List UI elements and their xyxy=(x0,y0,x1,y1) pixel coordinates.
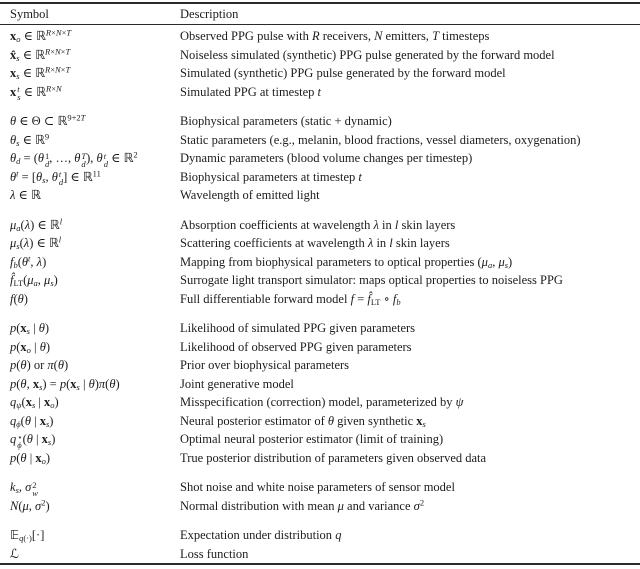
symbol-cell: $f̂_{LT}(\mu_a$, $\mu_s$) xyxy=(10,273,58,289)
symbol-cell: $q_\phi(\theta$ | $x_s$) xyxy=(10,413,54,430)
table-row xyxy=(0,64,640,83)
description-cell: Optimal neural posterior estimator (limit of training) xyxy=(180,432,444,447)
symbol-cell: ℒ xyxy=(10,545,20,561)
table-row xyxy=(0,253,640,272)
symbol-cell: $x_s$ ∈ ℝ$^{R\times N\times T}$ xyxy=(10,64,71,82)
description-cell: Expectation under distribution q xyxy=(180,528,342,543)
table-row xyxy=(0,319,640,338)
description-cell: Likelihood of simulated PPG given parameters xyxy=(180,321,416,336)
table-row xyxy=(0,356,640,375)
description-cell: Normal distribution with mean μ and variance $\sigma^2$ xyxy=(180,497,425,513)
table-row xyxy=(0,545,640,564)
table-body xyxy=(0,27,640,563)
description-cell: Loss function xyxy=(180,546,249,561)
description-cell: Static parameters (e.g., melanin, blood fractions, vessel diameters, oxygenation) xyxy=(180,132,581,147)
table-row xyxy=(0,216,640,235)
symbol-cell: xt s ∈ ℝ$^{R\times N}$ xyxy=(10,83,62,103)
symbol-cell: $k_s$, σ2 w xyxy=(10,479,38,498)
symbol-cell: $x_o$ ∈ ℝ$^{R\times N\times T}$ xyxy=(10,27,72,45)
symbol-cell: $\mu_a(\lambda)$ ∈ ℝ$^l$ xyxy=(10,216,63,234)
symbol-cell: 𝔼$_{q(\cdot)}$[·] xyxy=(10,527,45,544)
table-row xyxy=(0,27,640,46)
table-row xyxy=(0,271,640,290)
symbol-group xyxy=(0,319,640,467)
table-row xyxy=(0,168,640,187)
symbol-cell: $\mu_s(\lambda)$ ∈ ℝ$^l$ xyxy=(10,234,62,252)
table-row xyxy=(0,526,640,545)
table-row xyxy=(0,449,640,468)
table-row xyxy=(0,478,640,497)
description-cell: Neural posterior estimator of θ given synthetic $x_s$ xyxy=(180,413,426,430)
description-cell: Scattering coefficients at wavelength λ in l skin layers xyxy=(180,236,450,251)
description-cell: Shot noise and white noise parameters of sensor model xyxy=(180,480,455,495)
symbol-cell: $\theta_d = (\theta 1$ d, …, θT d), θt d ∈ ℝ$^2$ xyxy=(10,149,138,169)
symbol-cell: p(θ, $x_s) = p(x_s$ | θ)π(θ) xyxy=(10,376,120,393)
symbol-group xyxy=(0,478,640,515)
description-cell: Absorption coefficients at wavelength λ in l skin layers xyxy=(180,217,456,232)
symbol-cell: $p(x_o$ | θ) xyxy=(10,339,50,356)
table-row xyxy=(0,131,640,150)
table-row xyxy=(0,393,640,412)
symbol-group xyxy=(0,526,640,563)
table-row xyxy=(0,186,640,205)
symbol-cell: p(θ | $x_o$) xyxy=(10,450,50,467)
description-cell: Simulated PPG at timestep t xyxy=(180,84,321,99)
symbol-cell: θ ∈ Θ ⊂ ℝ$^{9+2T}$ xyxy=(10,112,86,129)
description-cell: Biophysical parameters at timestep t xyxy=(180,169,362,184)
description-cell: Prior over biophysical parameters xyxy=(180,358,350,373)
table-row xyxy=(0,497,640,516)
symbol-cell: $f_b(\theta^t$, λ) xyxy=(10,253,47,271)
table-row xyxy=(0,149,640,168)
description-cell: Biophysical parameters (static + dynamic) xyxy=(180,114,392,129)
table-row xyxy=(0,430,640,449)
table-row xyxy=(0,338,640,357)
description-cell: Mapping from biophysical parameters to optical properties ($\mu_a$, $\mu_s$) xyxy=(180,254,513,271)
symbol-cell: p(θ) or π(θ) xyxy=(10,358,69,373)
description-cell: Noiseless simulated (synthetic) PPG pulse generated by the forward model xyxy=(180,47,555,62)
description-cell: Dynamic parameters (blood volume changes per timestep) xyxy=(180,151,473,166)
table-row xyxy=(0,412,640,431)
table-row xyxy=(0,234,640,253)
description-cell: Likelihood of observed PPG given parameters xyxy=(180,339,412,354)
description-cell: Surrogate light transport simulator: maps optical properties to noiseless PPG xyxy=(180,273,563,288)
table-row xyxy=(0,375,640,394)
symbol-cell: $x̂_s$ ∈ ℝ$^{R\times N\times T}$ xyxy=(10,46,71,64)
symbol-cell: $\theta^t = [\theta_s$, θt d] ∈ ℝ$^{11}$ xyxy=(10,168,101,188)
symbol-group xyxy=(0,216,640,309)
description-cell: Joint generative model xyxy=(180,376,294,391)
symbol-cell: $q_\psi(x_s$ | $x_o$) xyxy=(10,395,59,411)
table-row xyxy=(0,83,640,102)
description-cell: Simulated (synthetic) PPG pulse generated by the forward model xyxy=(180,66,506,81)
table-row xyxy=(0,290,640,309)
description-cell: Full differentiable forward model $f = f̂_{LT}$ ∘ $f_b$ xyxy=(180,291,401,308)
symbol-group xyxy=(0,112,640,205)
table-row xyxy=(0,112,640,131)
symbol-cell: λ ∈ ℝ xyxy=(10,187,41,203)
table-header-row xyxy=(0,4,640,24)
symbol-cell: N(μ, $\sigma^2$) xyxy=(10,497,50,513)
description-cell: True posterior distribution of parameters given observed data xyxy=(180,450,487,465)
table-row xyxy=(0,46,640,65)
table-header-rule xyxy=(0,24,640,25)
description-column-header: Description xyxy=(180,6,239,21)
description-cell: Wavelength of emitted light xyxy=(180,188,320,203)
symbol-column-header: Symbol xyxy=(10,6,49,21)
symbol-group xyxy=(0,27,640,101)
table-bottom-rule xyxy=(0,563,640,565)
symbol-cell: q⋆ ϕ(θ | $x_s$) xyxy=(10,431,56,450)
symbol-cell: $\theta_s$ ∈ ℝ$^9$ xyxy=(10,131,50,149)
description-cell: Misspecification (correction) model, parameterized by ψ xyxy=(180,395,464,410)
description-cell: Observed PPG pulse with R receivers, N emitters, T timesteps xyxy=(180,29,490,44)
symbol-cell: $p(x_s$ | θ) xyxy=(10,321,50,337)
symbol-cell: f(θ) xyxy=(10,291,28,306)
